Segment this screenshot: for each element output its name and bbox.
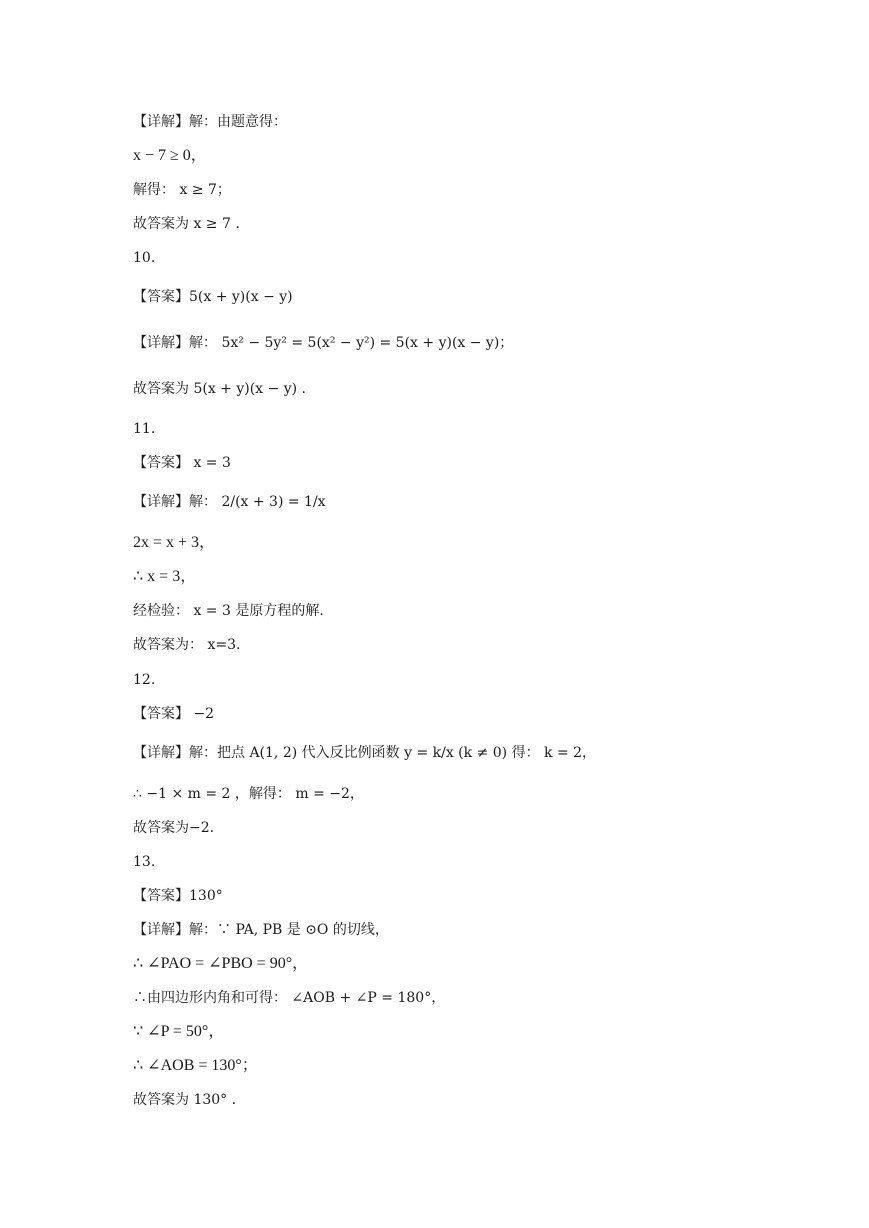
text-line: 经检验： x = 3 是原方程的解.: [133, 603, 324, 619]
question-number: 10.: [133, 250, 156, 266]
detail-line: 【详解】解：把点 A(1, 2) 代入反比例函数 y = k/x (k ≠ 0) 得： k = 2，: [133, 745, 597, 761]
math-line: ∴ −1 × m = 2 ，解得： m = −2，: [133, 786, 364, 802]
math-line: x − 7 ≥ 0，: [133, 147, 207, 164]
math-line: ∴ ∠PAO = ∠PBO = 90°，: [133, 955, 309, 972]
detail-line: 【详解】解： 2/(x + 3) = 1/x: [133, 494, 326, 510]
answer-line: 【答案】 x = 3: [133, 455, 231, 471]
question-number: 12.: [133, 672, 156, 688]
text-line: 故答案为 130° .: [133, 1092, 237, 1108]
math-line: 2x = x + 3，: [133, 534, 216, 551]
math-line: ∴ x = 3，: [133, 568, 197, 585]
text-line: 故答案为： x=3.: [133, 637, 241, 653]
answer-line: 【答案】5(x + y)(x − y): [133, 289, 293, 305]
answer-line: 【答案】130°: [133, 888, 223, 904]
math-line: ∴ ∠AOB = 130°；: [133, 1057, 258, 1074]
text-line: 解得： x ≥ 7；: [133, 182, 231, 198]
text-line: 【详解】解：由题意得：: [133, 114, 287, 130]
text-line: ∴由四边形内角和可得： ∠AOB + ∠P = 180°，: [133, 990, 446, 1006]
answer-line: 【答案】 −2: [133, 706, 215, 722]
text-line: 故答案为 x ≥ 7 .: [133, 216, 240, 232]
math-line: ∵ ∠P = 50°，: [133, 1023, 225, 1040]
detail-line: 【详解】解： 5x² − 5y² = 5(x² − y²) = 5(x + y)(x − y)；: [133, 335, 514, 351]
detail-line: 【详解】解：∵ PA, PB 是 ⊙O 的切线，: [133, 922, 389, 938]
question-number: 13.: [133, 854, 156, 870]
question-number: 11.: [133, 421, 156, 437]
text-line: 故答案为−2.: [133, 820, 215, 836]
text-line: 故答案为 5(x + y)(x − y) .: [133, 381, 306, 397]
